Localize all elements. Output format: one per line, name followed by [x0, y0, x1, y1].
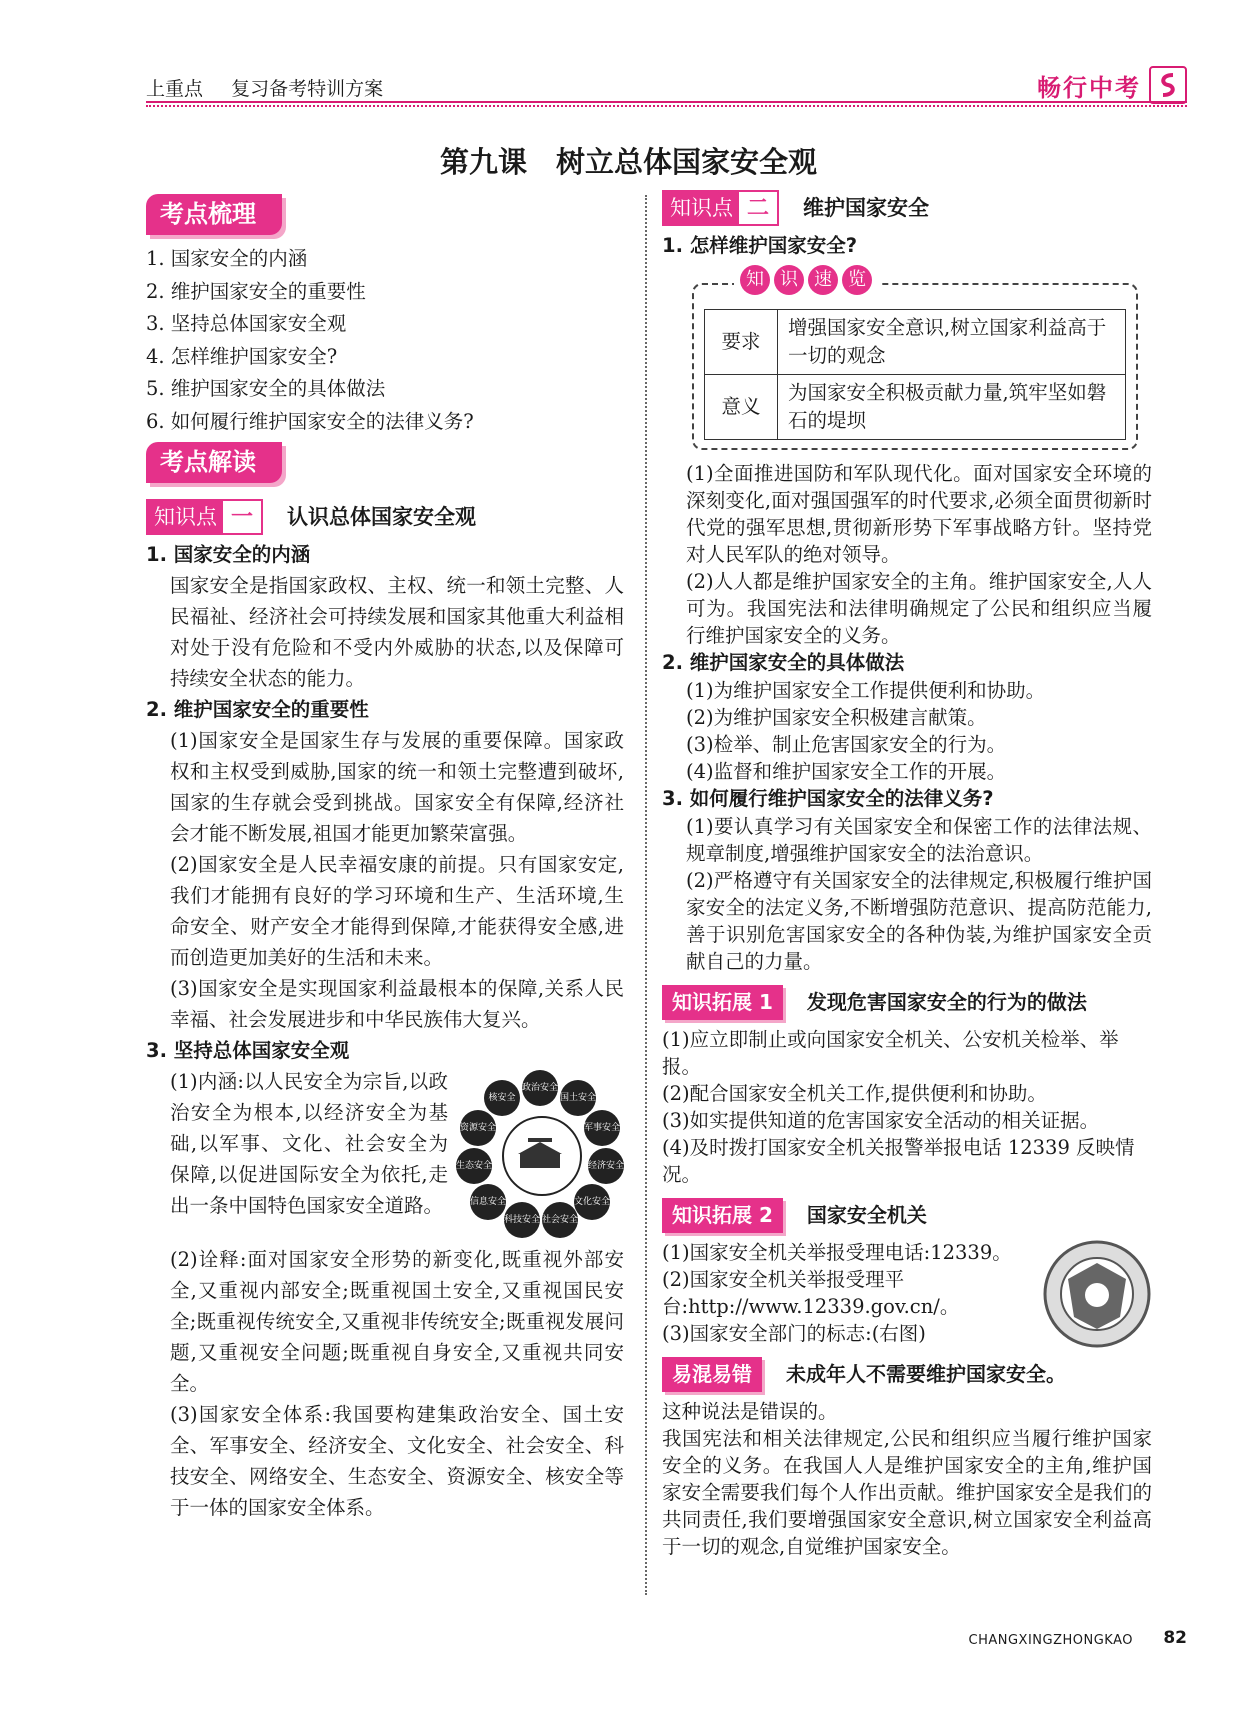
paragraph: (3)国家安全是实现国家利益最根本的保障,关系人民幸福、社会发展进步和中华民族伟大复兴。: [170, 977, 624, 1031]
brand-logo-icon: [1149, 66, 1187, 104]
paragraph: (2)人人都是维护国家安全的主角。维护国家安全,人人可为。我国宪法和法律明确规定了公民和组织应当履行维护国家安全的义务。: [686, 570, 1152, 647]
list-item: (4)及时拨打国家安全机关报警举报电话 12339 反映情况。: [662, 1136, 1135, 1186]
list-item: 3. 坚持总体国家安全观: [146, 312, 347, 335]
label-char: 览: [842, 265, 872, 295]
heading: 1. 怎样维护国家安全?: [662, 234, 858, 257]
page-title: 第九课 树立总体国家安全观: [439, 145, 817, 179]
list-item: (1)为维护国家安全工作提供便利和协助。: [686, 679, 1046, 702]
knowledge-point-2: [662, 190, 1152, 226]
section-badge-review: 考点梳理: [146, 194, 282, 235]
left-column: [146, 190, 624, 1523]
extension-1-header: [662, 985, 1152, 1020]
list-item: (3)如实提供知道的危害国家安全活动的相关证据。: [662, 1109, 1100, 1132]
brand-name: 畅行中考: [1037, 73, 1141, 102]
kp-title: 维护国家安全: [803, 195, 930, 220]
paragraph-with-diagram: [146, 1066, 625, 1225]
diagram-node: 核安全: [484, 1080, 520, 1116]
paragraph: (2)国家安全是人民幸福安康的前提。只有国家安定,我们才能拥有良好的学习环境和生产、生活环境,生命安全、财产安全才能得到保障,才能获得安全感,进而创造更加美好的生活和未来。: [170, 853, 624, 969]
heading: 2. 维护国家安全的重要性: [146, 698, 369, 721]
extension-badge: 知识拓展 1: [662, 985, 783, 1020]
list-item: (2)为维护国家安全积极建言献策。: [686, 706, 987, 729]
topic-list: [146, 243, 624, 438]
kp-number: 一: [231, 504, 254, 530]
extension-badge: 知识拓展 2: [662, 1198, 783, 1233]
diagram-node: 军事安全: [584, 1110, 620, 1146]
kp-label: 知识点: [664, 192, 739, 224]
kp-number: 二: [747, 195, 770, 221]
list-item: (4)监督和维护国家安全工作的开展。: [686, 760, 1007, 783]
kp-badge: [146, 499, 263, 535]
diagram-node: 文化安全: [574, 1184, 610, 1220]
list-item: (3)检举、制止危害国家安全的行为。: [686, 733, 1007, 756]
extension-title: 国家安全机关: [806, 1203, 927, 1227]
paragraph: (2)诠释:面对国家安全形势的新变化,既重视外部安全,又重视内部安全;既重视国土安全,又重视国民安全;既重视传统安全,又重视非传统安全;既重视发展问题,又重视安全问题;既重视自身安全,又重视共同安全。: [170, 1248, 624, 1395]
error-prone-header: [662, 1357, 1152, 1392]
diagram-node: 资源安全: [460, 1110, 496, 1146]
label-char: 知: [740, 265, 770, 295]
extension-2-content: [662, 1239, 1152, 1347]
diagram-node: 信息安全: [470, 1184, 506, 1220]
list-item: (1)应立即制止或向国家安全机关、公安机关检举、举报。: [662, 1028, 1119, 1078]
heading: 2. 维护国家安全的具体做法: [662, 651, 905, 674]
heading: 3. 如何履行维护国家安全的法律义务?: [662, 787, 994, 810]
paragraph: (2)严格遵守有关国家安全的法律规定,积极履行维护国家安全的法定义务,不断增强防范意识、提高防范能力,善于识别危害国家安全的各种伪装,为维护国家安全贡献自己的力量。: [686, 869, 1152, 973]
header-left: [146, 74, 405, 101]
label-char: 识: [774, 265, 804, 295]
table-cell-key: 意义: [705, 375, 778, 440]
header-brand: [1037, 66, 1187, 104]
list-item: 6. 如何履行维护国家安全的法律义务?: [146, 409, 474, 433]
footer-text: CHANGXINGZHONGKAO: [968, 1633, 1133, 1648]
paragraph: (1)要认真学习有关国家安全和保密工作的法律法规、规章制度,增强维护国家安全的法治意识。: [686, 815, 1152, 865]
right-column: [662, 190, 1152, 1560]
paragraph-text: (1)内涵:以人民安全为宗旨,以政治安全为根本,以经济安全为基础,以军事、文化、社会安全为保障,以促进国际安全为依托,走出一条中国特色国家安全道路。: [170, 1070, 448, 1217]
quick-overview-label: [734, 265, 882, 295]
kp-badge: [662, 190, 779, 226]
diagram-node: 政治安全: [522, 1070, 558, 1106]
heading: 1. 国家安全的内涵: [146, 543, 311, 566]
knowledge-point-1: [146, 499, 624, 535]
quick-overview-box: [692, 269, 1138, 450]
paragraph: (1)全面推进国防和军队现代化。面对国家安全环境的深刻变化,面对强国强军的时代要求,必须全面贯彻新时代党的强军思想,贯彻新形势下军事战略方针。坚持党对人民军队的绝对领导。: [686, 462, 1152, 566]
overview-table: [704, 309, 1126, 440]
paragraph: (3)国家安全体系:我国要构建集政治安全、国土安全、军事安全、经济安全、文化安全、社会安全、科技安全、网络安全、生态安全、资源安全、核安全等于一体的国家安全体系。: [170, 1403, 624, 1519]
paragraph: 这种说法是错误的。: [662, 1400, 838, 1423]
extension-2-header: [662, 1198, 1152, 1233]
error-prone-badge: 易混易错: [662, 1357, 762, 1392]
list-item: 2. 维护国家安全的重要性: [146, 279, 366, 303]
kp-title: 认识总体国家安全观: [287, 504, 477, 529]
table-row: [705, 310, 1126, 375]
list-item: (3)国家安全部门的标志:(右图): [662, 1322, 926, 1345]
header-subtitle: 复习备考特训方案: [231, 78, 384, 100]
header-dotted-rule: [146, 105, 1187, 107]
list-item: 4. 怎样维护国家安全?: [146, 344, 338, 368]
section-badge-interpret: 考点解读: [146, 442, 282, 483]
table-cell-value: 为国家安全积极贡献力量,筑牢坚如磐石的堤坝: [778, 375, 1126, 440]
extension-title: 发现危害国家安全的行为的做法: [806, 990, 1087, 1014]
table-row: [705, 375, 1126, 440]
paragraph: (1)国家安全是国家生存与发展的重要保障。国家政权和主权受到威胁,国家的统一和领土完整遭到破坏,国家的生存就会受到挑战。国家安全有保障,经济社会才能不断发展,祖国才能更加繁荣富强。: [170, 729, 624, 845]
diagram-node: 生态安全: [456, 1148, 492, 1184]
page-number: 82: [1163, 1628, 1187, 1648]
list-item: (1)国家安全机关举报受理电话:12339。: [662, 1241, 1012, 1264]
header-rule: [146, 101, 1187, 103]
diagram-node: 社会安全: [542, 1202, 578, 1238]
diagram-node: 经济安全: [588, 1148, 624, 1184]
list-item: (2)配合国家安全机关工作,提供便利和协助。: [662, 1082, 1047, 1105]
table-cell-key: 要求: [705, 310, 778, 375]
list-item: 5. 维护国家安全的具体做法: [146, 377, 386, 400]
kp-label: 知识点: [148, 501, 223, 533]
paragraph: 国家安全是指国家政权、主权、统一和领土完整、人民福祉、经济社会可持续发展和国家其他重大利益相对处于没有危险和不受内外威胁的状态,以及保障可持续安全状态的能力。: [170, 574, 624, 690]
security-system-diagram: [456, 1070, 624, 1238]
header-section: 上重点: [146, 78, 204, 100]
diagram-node: 国土安全: [560, 1080, 596, 1116]
column-divider: [645, 195, 647, 1595]
list-item: (2)国家安全机关举报受理平台:http://www.12339.gov.cn/。: [662, 1268, 960, 1318]
error-prone-title: 未成年人不需要维护国家安全。: [786, 1362, 1066, 1386]
tiananmen-icon: [514, 1130, 566, 1174]
heading: 3. 坚持总体国家安全观: [146, 1039, 350, 1062]
paragraph: 我国宪法和相关法律规定,公民和组织应当履行维护国家安全的义务。在我国人人是维护国家安全的主角,维护国家安全需要我们每个人作出贡献。维护国家安全是我们的共同责任,我们要增强国家安全意识,树立国家安全利益高于一切的观念,自觉维护国家安全。: [662, 1427, 1152, 1558]
list-item: 1. 国家安全的内涵: [146, 247, 308, 270]
label-char: 速: [808, 265, 838, 295]
national-security-emblem-icon: [1042, 1239, 1152, 1349]
table-cell-value: 增强国家安全意识,树立国家利益高于一切的观念: [778, 310, 1126, 375]
diagram-node: 科技安全: [504, 1202, 540, 1238]
